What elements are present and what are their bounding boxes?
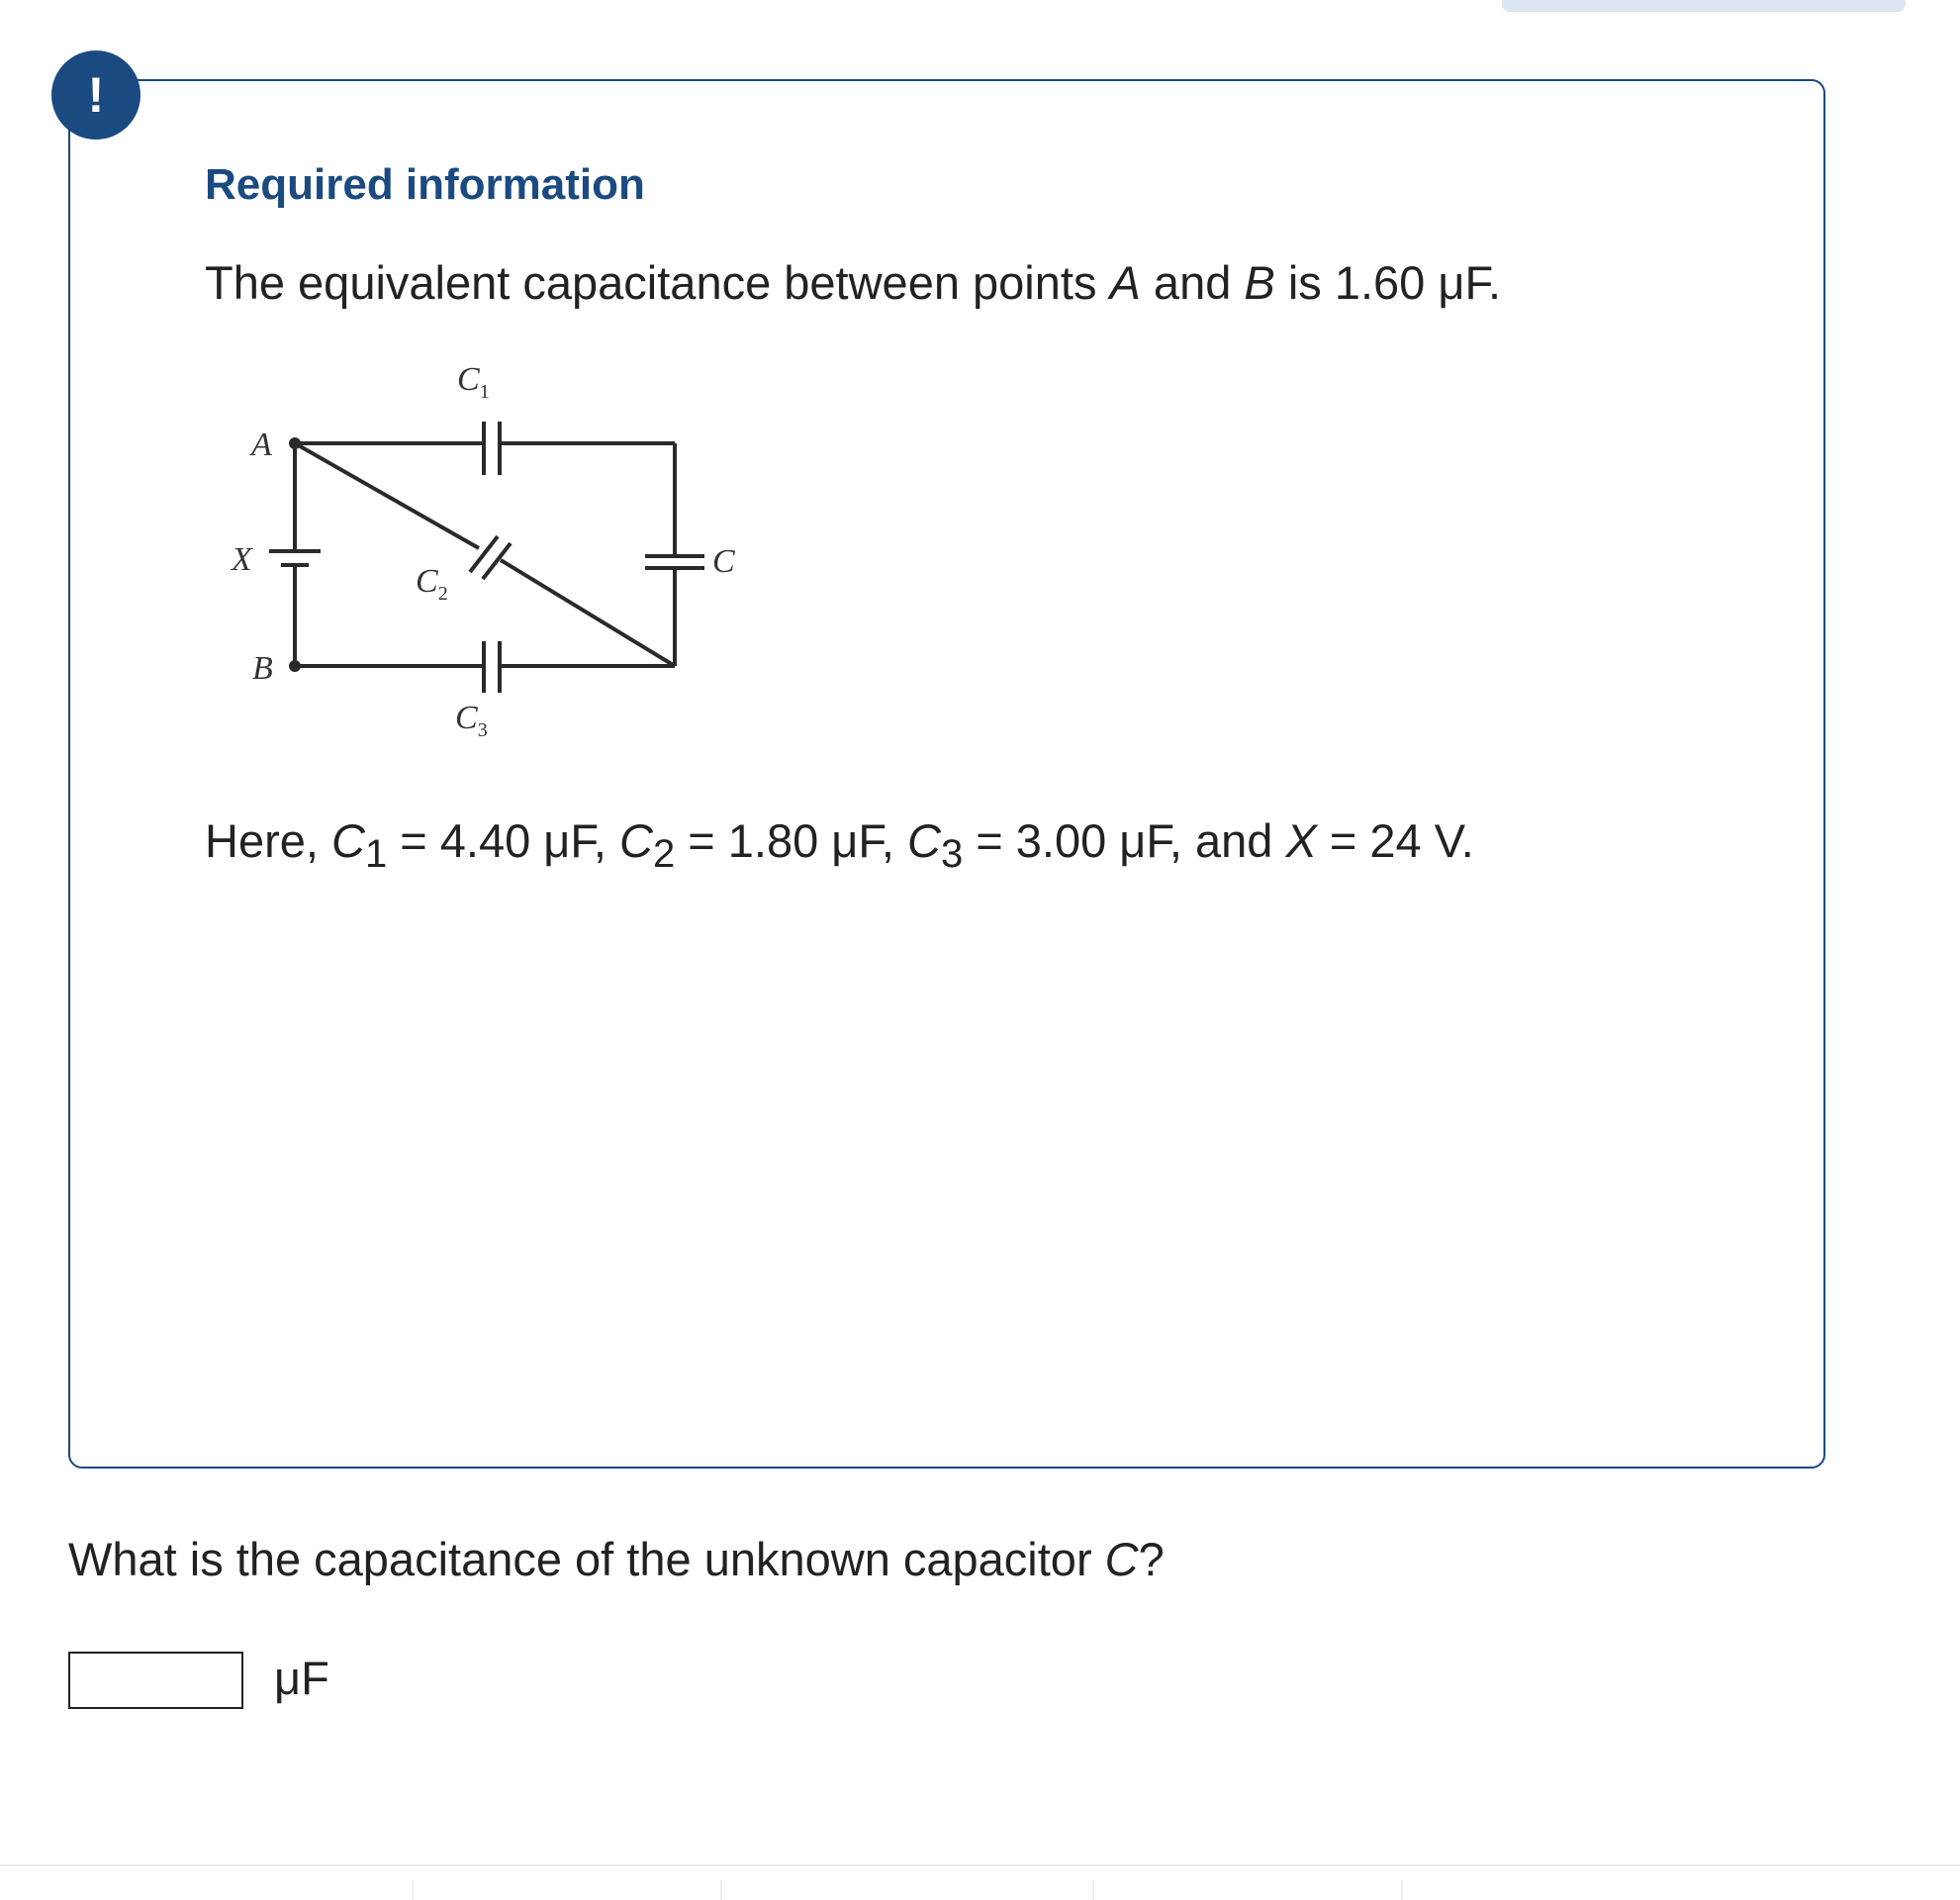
bottom-divider-tick <box>1401 1880 1403 1900</box>
label-c: C <box>712 543 735 580</box>
required-info-heading: Required information <box>205 160 645 209</box>
top-tab <box>1502 0 1906 12</box>
bottom-divider-tick <box>1092 1880 1094 1900</box>
given-values-statement: Here, $C_1 = 4.40$ μF, $C_2 = 1.80$ μF, $C_3 = 3.00$ μF, and X = 24 V. <box>205 814 1474 876</box>
exclamation-icon: ! <box>51 50 140 140</box>
circuit-diagram <box>218 356 772 752</box>
label-a: A <box>251 427 272 463</box>
equivalent-capacitance-statement: The equivalent capacitance between points A and B is 1.60 μF. <box>205 256 1502 309</box>
label-c3: $C_3$ <box>455 700 488 741</box>
question-text: What is the capacitance of the unknown capacitor C? <box>68 1533 1165 1585</box>
label-c2: $C_2$ <box>416 563 448 605</box>
unit-label: μF <box>274 1652 329 1704</box>
label-c1: $C_1$ <box>457 361 490 403</box>
label-x: X <box>232 541 252 578</box>
bottom-divider-tick <box>412 1880 414 1900</box>
bottom-divider <box>0 1864 1960 1866</box>
answer-input[interactable] <box>68 1652 243 1709</box>
bottom-divider-tick <box>720 1880 722 1900</box>
label-b: B <box>252 650 273 687</box>
